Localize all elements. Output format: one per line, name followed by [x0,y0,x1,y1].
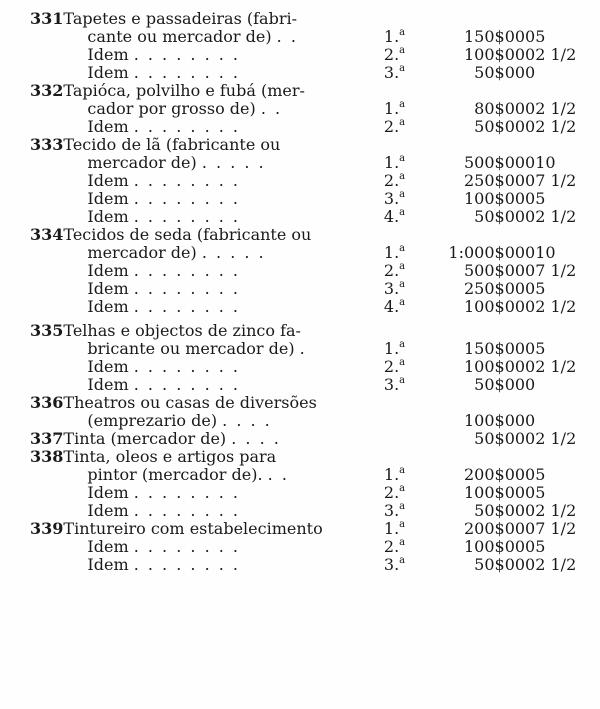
item-description [63,100,383,118]
tax-rate [535,10,590,28]
class-ordinal: a [399,519,406,530]
item-number [30,154,63,172]
tax-value: 100$000 [463,537,536,556]
class-column [384,340,432,358]
tax-rate [535,64,590,82]
tax-value: 150$000 [463,27,536,46]
class-column [384,100,432,118]
description-text: cante ou mercador de) [87,27,272,46]
class-column [384,64,432,82]
class-number: 1. [383,243,400,262]
class-ordinal: a [399,465,406,476]
table-row [30,280,590,298]
tax-value: 100$000 [463,45,536,64]
tax-rate: 7 1/2 [535,261,577,280]
class-column [384,208,432,226]
item-description [63,136,383,154]
table-row [30,412,590,430]
leader-dots: . . [267,465,289,484]
tax-value: 50$000 [474,429,536,448]
class-column [384,502,432,520]
class-number: 1. [383,99,400,118]
tax-rate: 5 [535,483,546,502]
tax-value: 200$000 [463,519,536,538]
class-number: 2. [383,261,400,280]
description-text: Tintureiro com estabelecimento [63,519,323,538]
description-text: Idem [87,537,129,556]
item-description [63,10,383,28]
tax-value: 50$000 [474,117,536,136]
class-column [384,244,432,262]
class-number: 1. [383,153,400,172]
table-row [30,376,590,394]
leader-dots: . . . . . . . . [133,297,240,316]
class-column [384,118,432,136]
item-number [30,376,63,394]
leader-dots: . . . . . . . . [133,483,240,502]
tax-rate: 2 1/2 [535,555,577,574]
item-description [63,208,383,226]
leader-dots: . . . . . [201,243,266,262]
tax-rate: 10 [535,243,556,262]
tax-value: 500$000 [463,153,536,172]
item-number [30,358,63,376]
item-number [30,340,63,358]
item-number: 337 [30,429,64,448]
item-description [63,190,383,208]
tax-value: 50$000 [474,555,536,574]
item-number [30,556,63,574]
class-column [384,190,432,208]
description-text: Theatros ou casas de diversões [63,393,317,412]
class-column [384,520,432,538]
class-number: 3. [383,375,400,394]
class-number: 2. [383,171,400,190]
table-row [30,100,590,118]
class-ordinal: a [399,483,406,494]
item-description [63,118,383,136]
class-ordinal: a [399,117,406,128]
tax-rate: 7 1/2 [535,519,577,538]
class-number: 4. [383,297,400,316]
class-ordinal: a [399,171,406,182]
class-column [384,262,432,280]
item-description [63,154,383,172]
tax-value [432,10,536,28]
class-column [384,430,432,448]
tax-rate [535,136,590,154]
class-number: 4. [383,207,400,226]
description-text: Idem [87,501,129,520]
item-number [30,190,63,208]
tax-value: 50$000 [474,63,536,82]
item-number: 339 [30,519,64,538]
table-row [30,358,590,376]
leader-dots: . . . . . . . . [133,189,240,208]
tax-rate [535,376,590,394]
tax-value [432,82,536,100]
description-text: Idem [87,483,129,502]
leader-dots: . . . . [222,411,272,430]
tax-table [30,10,590,574]
item-number [30,262,63,280]
tax-rate: 5 [535,279,546,298]
description-text: Idem [87,297,129,316]
item-description [63,28,383,46]
description-text: (emprezario de) [87,411,218,430]
leader-dots: . . . . . . . . [133,171,240,190]
leader-dots: . . [260,99,283,118]
item-description [63,412,383,430]
description-text: Tecido de lã (fabricante ou [63,135,281,154]
item-description [63,298,383,316]
table-row [30,502,590,520]
item-number [30,208,63,226]
item-description [63,556,383,574]
tax-rate: 2 1/2 [535,501,577,520]
item-number [30,28,63,46]
item-description [63,46,383,64]
tax-value: 100$000 [463,189,536,208]
leader-dots: . . . . . [201,153,266,172]
table-row [30,226,590,244]
class-column [384,412,432,430]
class-ordinal: a [399,153,406,164]
leader-dots: . . . . . . . . [133,555,240,574]
item-number: 336 [30,393,64,412]
class-ordinal: a [399,297,406,308]
tax-rate: 2 1/2 [535,357,577,376]
tax-table-body [30,10,590,574]
tax-rate: 10 [535,153,556,172]
item-description [63,172,383,190]
leader-dots: . . . . . . . . [133,279,240,298]
class-column [384,280,432,298]
tax-rate [535,82,590,100]
class-ordinal: a [399,63,406,74]
table-row [30,64,590,82]
description-text: mercador de) [87,153,197,172]
class-column [384,10,432,28]
table-row [30,28,590,46]
tax-value: 200$000 [463,465,536,484]
description-text: bricante ou mercador de) [87,339,295,358]
class-number: 2. [383,537,400,556]
description-text: Idem [87,117,129,136]
leader-dots: . . . . . . . . [133,207,240,226]
leader-dots: . . . . . . . . [133,357,240,376]
item-number: 331 [30,9,64,28]
description-text: Idem [87,45,129,64]
item-description [63,358,383,376]
tax-rate: 2 1/2 [535,297,577,316]
item-description [63,280,383,298]
tax-value: 100$000 [463,357,536,376]
table-row [30,118,590,136]
tax-rate: 5 [535,189,546,208]
class-column [384,358,432,376]
description-text: Tinta, oleos e artigos para [63,447,277,466]
description-text: Idem [87,357,129,376]
description-text: pintor (mercador de). [87,465,263,484]
description-text: mercador de) [87,243,197,262]
class-number: 2. [383,483,400,502]
tax-value: 100$000 [463,297,536,316]
item-description [63,430,383,448]
class-ordinal: a [399,45,406,56]
table-row [30,484,590,502]
item-number: 335 [30,321,64,340]
item-number [30,172,63,190]
tax-rate: 2 1/2 [535,117,577,136]
class-ordinal: a [399,99,406,110]
tax-value: 50$000 [474,375,536,394]
class-number: 2. [383,117,400,136]
class-number: 1. [383,27,400,46]
leader-dots: . . . . . . . . [133,45,240,64]
class-ordinal: a [399,537,406,548]
class-ordinal: a [399,501,406,512]
item-number: 332 [30,81,64,100]
item-number [30,484,63,502]
table-row [30,556,590,574]
class-column [384,46,432,64]
class-column [384,136,432,154]
item-description [63,340,383,358]
table-row [30,262,590,280]
description-text: Idem [87,279,129,298]
table-row [30,322,590,340]
table-row [30,298,590,316]
description-text: Idem [87,63,129,82]
class-number: 2. [383,357,400,376]
description-text: Idem [87,171,129,190]
item-number [30,502,63,520]
item-number [30,280,63,298]
description-text: Tapetes e passadeiras (fabri- [63,9,298,28]
class-number: 3. [383,63,400,82]
tax-rate [535,322,590,340]
leader-dots: . . . . . . . . [133,261,240,280]
class-ordinal: a [399,339,406,350]
item-number: 338 [30,447,64,466]
item-description [63,82,383,100]
leader-dots: . . . . . . . . [133,537,240,556]
tax-value: 500$000 [463,261,536,280]
leader-dots: . . . . . . . . [133,375,240,394]
tax-value: 80$000 [474,99,536,118]
description-text: Idem [87,375,129,394]
table-row [30,430,590,448]
class-ordinal: a [399,27,406,38]
class-column [384,172,432,190]
class-column [384,556,432,574]
tax-value [432,226,536,244]
item-number [30,466,63,484]
leader-dots: . . . . [231,429,281,448]
class-column [384,28,432,46]
class-column [384,322,432,340]
class-column [384,376,432,394]
table-row [30,136,590,154]
tax-rate: 2 1/2 [535,207,577,226]
description-text: cador por grosso de) [87,99,256,118]
tax-rate [535,412,590,430]
table-row [30,520,590,538]
tax-rate [535,448,590,466]
class-ordinal: a [399,375,406,386]
table-row [30,340,590,358]
tax-value: 50$000 [474,207,536,226]
leader-dots: . . . . . . . . [133,117,240,136]
item-number [30,100,63,118]
table-row [30,538,590,556]
description-text: Telhas e objectos de zinco fa- [63,321,301,340]
item-number [30,46,63,64]
table-row [30,208,590,226]
class-column [384,466,432,484]
table-row [30,244,590,262]
item-description [63,448,383,466]
tax-rate: 2 1/2 [535,429,577,448]
description-text: Tecidos de seda (fabricante ou [63,225,312,244]
table-row [30,82,590,100]
item-description [63,244,383,262]
class-column [384,538,432,556]
class-column [384,226,432,244]
tax-value: 100$000 [463,483,536,502]
description-text: Idem [87,555,129,574]
item-description [63,262,383,280]
table-row [30,10,590,28]
item-description [63,520,383,538]
tax-value: 100$000 [463,411,536,430]
tax-rate: 2 1/2 [535,99,577,118]
item-description [63,502,383,520]
leader-dots: . . . . . . . . [133,63,240,82]
tax-rate: 5 [535,465,546,484]
tax-value: 1:000$000 [448,243,536,262]
tax-rate [535,226,590,244]
tax-value: 150$000 [463,339,536,358]
item-description [63,226,383,244]
table-row [30,448,590,466]
class-column [384,298,432,316]
leader-dots: . . . . . . . . [133,501,240,520]
item-description [63,64,383,82]
leader-dots: . [299,339,307,358]
class-number: 1. [383,339,400,358]
item-number [30,538,63,556]
tax-value: 250$000 [463,171,536,190]
item-number: 333 [30,135,64,154]
item-number [30,244,63,262]
tax-value [432,448,536,466]
class-number: 2. [383,45,400,64]
class-ordinal: a [399,555,406,566]
tax-value [432,322,536,340]
class-ordinal: a [399,207,406,218]
description-text: Idem [87,261,129,280]
description-text: Idem [87,207,129,226]
class-number: 1. [383,519,400,538]
class-number: 3. [383,501,400,520]
tax-rate: 7 1/2 [535,171,577,190]
class-column [384,82,432,100]
item-description [63,376,383,394]
class-number: 3. [383,279,400,298]
description-text: Tapióca, polvilho e fubá (mer- [63,81,305,100]
item-description [63,538,383,556]
table-row [30,190,590,208]
tax-rate [535,394,590,412]
tax-value: 250$000 [463,279,536,298]
item-description [63,466,383,484]
class-column [384,394,432,412]
tax-rate: 5 [535,339,546,358]
tax-rate: 5 [535,27,546,46]
table-row [30,172,590,190]
class-ordinal: a [399,279,406,290]
tax-rate: 5 [535,537,546,556]
table-row [30,394,590,412]
class-ordinal: a [399,261,406,272]
item-description [63,394,383,412]
item-number [30,64,63,82]
class-ordinal: a [399,357,406,368]
item-number: 334 [30,225,64,244]
table-row [30,46,590,64]
leader-dots: . . [276,27,298,46]
tax-value [432,136,536,154]
item-number [30,298,63,316]
description-text: Idem [87,189,129,208]
item-description [63,322,383,340]
tax-value [432,394,536,412]
class-column [384,448,432,466]
item-description [63,484,383,502]
item-number [30,412,63,430]
table-row [30,466,590,484]
description-text: Tinta (mercador de) [63,429,227,448]
table-row [30,154,590,172]
item-number [30,118,63,136]
class-column [384,154,432,172]
class-ordinal: a [399,189,406,200]
class-number: 3. [383,189,400,208]
tax-rate: 2 1/2 [535,45,577,64]
class-ordinal: a [399,243,406,254]
tax-value: 50$000 [474,501,536,520]
class-number: 1. [383,465,400,484]
class-column [384,484,432,502]
class-number: 3. [383,555,400,574]
